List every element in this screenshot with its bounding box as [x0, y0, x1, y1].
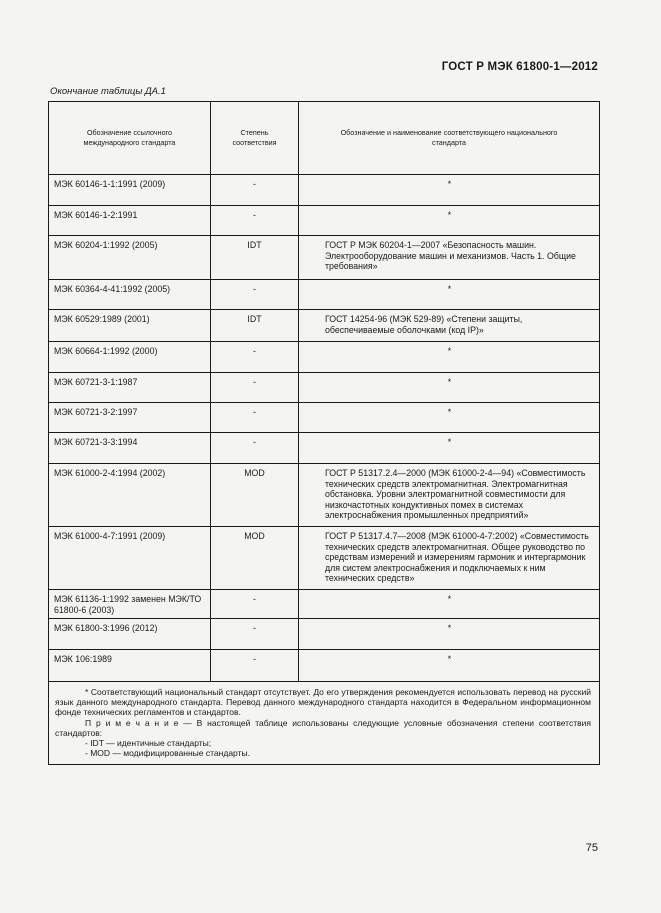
national-cell: * [299, 175, 600, 206]
degree-cell: IDT [211, 236, 299, 280]
page-number: 75 [585, 842, 598, 854]
table-row [49, 403, 600, 433]
ref-cell: МЭК 60146-1-2:1991 [49, 206, 211, 236]
degree-cell: - [211, 650, 299, 682]
national-cell: * [299, 433, 600, 464]
table-row [49, 206, 600, 236]
table-row [49, 175, 600, 206]
note-label: П р и м е ч а н и е [85, 717, 179, 728]
degree-cell: - [211, 590, 299, 619]
national-cell: * [299, 206, 600, 236]
ref-cell: МЭК 60721-3-1:1987 [49, 373, 211, 403]
ref-cell: МЭК 60146-1-1:1991 (2009) [49, 175, 211, 206]
ref-cell: МЭК 60204-1:1992 (2005) [49, 236, 211, 280]
document-code: ГОСТ Р МЭК 61800-1—2012 [441, 61, 598, 73]
ref-cell: МЭК 61000-4-7:1991 (2009) [49, 527, 211, 590]
national-cell: * [299, 650, 600, 682]
table-row [49, 527, 600, 590]
degree-cell: IDT [211, 310, 299, 342]
notes-row [49, 682, 600, 765]
national-cell: * [299, 342, 600, 373]
table-caption: Окончание таблицы ДА.1 [50, 86, 166, 97]
ref-cell: МЭК 60664-1:1992 (2000) [49, 342, 211, 373]
degree-cell: MOD [211, 464, 299, 527]
degree-cell: - [211, 280, 299, 310]
national-cell: * [299, 590, 600, 619]
table-row [49, 373, 600, 403]
note-text: — В настоящей таблице использованы следующие условные обозначения степени соответствия стандартов: [55, 717, 591, 738]
note-paragraph [55, 718, 591, 738]
national-cell: ГОСТ Р 51317.2.4—2000 (МЭК 61000-2-4—94) «Совместимость технических средств электромагнитная. Электромагнитная обстановка. Уровни электромагнитной совместимости для низкочастотных кондуктивных помех в системах электроснабжения промышленных предприятий» [299, 464, 600, 527]
degree-cell: - [211, 403, 299, 433]
table-row [49, 464, 600, 527]
ref-cell: МЭК 60364-4-41:1992 (2005) [49, 280, 211, 310]
ref-cell: МЭК 60529:1989 (2001) [49, 310, 211, 342]
national-cell: * [299, 373, 600, 403]
footnote-text: * Соответствующий национальный стандарт отсутствует. До его утверждения рекомендуется использовать перевод на русский язык данного международного стандарта. Перевод данного международного стандарта находится в Федеральном информационном фонде технических регламентов и стандартов. [55, 687, 591, 718]
ref-cell: МЭК 60721-3-2:1997 [49, 403, 211, 433]
note-item-mod: - MOD — модифицированные стандарты. [85, 748, 250, 759]
header-degree: Степень соответствия [211, 102, 299, 175]
ref-cell: МЭК 106:1989 [49, 650, 211, 682]
national-cell: ГОСТ Р 51317.4.7—2008 (МЭК 61000-4-7:2002) «Совместимость технических средств электромагнитная. Общее руководство по средствам измерений и измерениям гармоник и интергармоник для систем электроснабжения и подключаемых к ним технических средств» [299, 527, 600, 590]
header-national-standard: Обозначение и наименование соответствующего национального стандарта [299, 102, 600, 175]
ref-cell: МЭК 60721-3-3:1994 [49, 433, 211, 464]
table-row [49, 280, 600, 310]
standards-table [48, 101, 600, 765]
national-cell: * [299, 619, 600, 650]
note-item-idt: - IDT — идентичные стандарты; [85, 737, 212, 748]
national-cell: ГОСТ 14254-96 (МЭК 529-89) «Степени защиты, обеспечиваемые оболочками (код IP)» [299, 310, 600, 342]
degree-cell: - [211, 206, 299, 236]
ref-cell: МЭК 61000-2-4:1994 (2002) [49, 464, 211, 527]
table-row [49, 650, 600, 682]
national-cell: * [299, 280, 600, 310]
ref-cell: МЭК 61800-3:1996 (2012) [49, 619, 211, 650]
ref-cell: МЭК 61136-1:1992 заменен МЭК/ТО 61800-6 (2003) [49, 590, 211, 619]
table-row [49, 310, 600, 342]
national-cell: ГОСТ Р МЭК 60204-1—2007 «Безопасность машин. Электрооборудование машин и механизмов. Часть 1. Общие требования» [299, 236, 600, 280]
degree-cell: - [211, 175, 299, 206]
table-row [49, 590, 600, 619]
degree-cell: - [211, 373, 299, 403]
table-row [49, 619, 600, 650]
degree-cell: MOD [211, 527, 299, 590]
table-row [49, 342, 600, 373]
table-row [49, 236, 600, 280]
degree-cell: - [211, 619, 299, 650]
national-cell: * [299, 403, 600, 433]
degree-cell: - [211, 433, 299, 464]
table-notes [49, 682, 600, 765]
header-ref-standard: Обозначение ссылочного международного стандарта [49, 102, 211, 175]
table-header-row [49, 102, 600, 175]
degree-cell: - [211, 342, 299, 373]
table-row [49, 433, 600, 464]
